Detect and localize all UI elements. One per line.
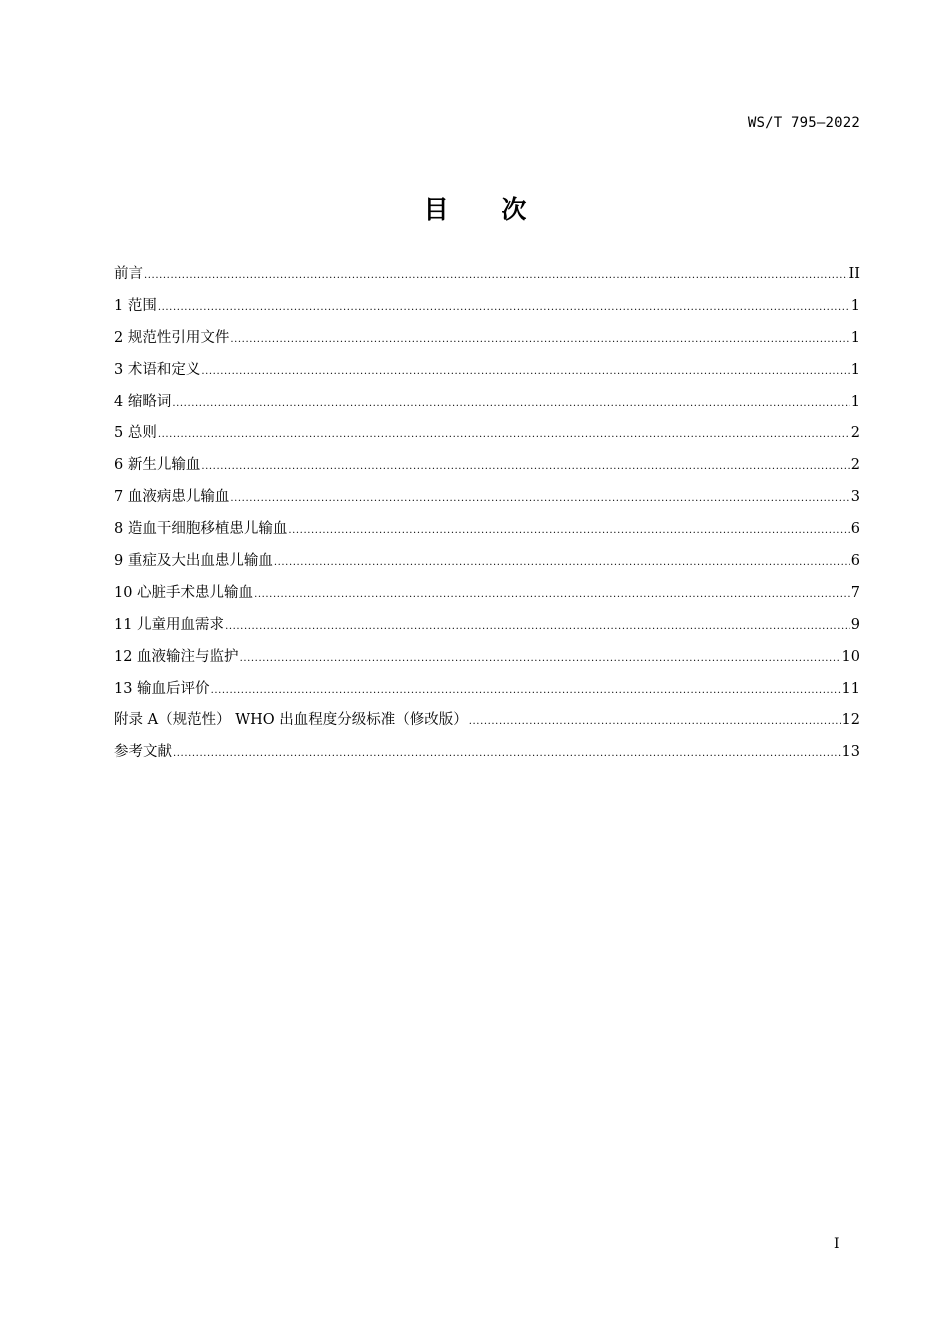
toc-item-label[interactable]: 13 输血后评价 (114, 680, 210, 697)
toc-item[interactable] (114, 388, 860, 420)
toc-item[interactable] (114, 483, 860, 515)
toc-item-page: 1 (850, 393, 860, 410)
toc-item-page: 11 (841, 680, 860, 697)
toc-item[interactable] (114, 451, 860, 483)
toc-item[interactable] (114, 324, 860, 356)
toc-item-label[interactable]: 5 总则 (114, 425, 157, 442)
toc-item-page: 1 (850, 297, 860, 314)
toc-item-label[interactable]: 9 重症及大出血患儿输血 (114, 553, 273, 570)
toc-dot-leader (158, 292, 850, 322)
toc-item[interactable] (114, 515, 860, 547)
toc-item-page: II (848, 266, 860, 282)
toc-item-label[interactable]: 8 造血干细胞移植患儿输血 (114, 521, 288, 538)
toc-item[interactable] (114, 579, 860, 611)
toc-item[interactable] (114, 292, 860, 324)
toc-item-label[interactable]: 6 新生儿输血 (114, 457, 201, 474)
toc-dot-leader (254, 579, 850, 609)
toc-item[interactable] (114, 356, 860, 388)
toc-item-label[interactable]: 7 血液病患儿输血 (114, 489, 230, 506)
toc-dot-leader (274, 547, 850, 577)
toc-item-label[interactable]: 附录 A（规范性） WHO 出血程度分级标准（修改版） (114, 712, 468, 729)
toc-item[interactable] (114, 643, 860, 675)
toc-item-page: 1 (850, 329, 860, 346)
toc-item[interactable] (114, 706, 860, 738)
toc-item[interactable] (114, 260, 860, 292)
toc-item[interactable] (114, 547, 860, 579)
toc-dot-leader (144, 260, 848, 290)
toc-item-label[interactable]: 11 儿童用血需求 (114, 616, 225, 633)
toc-item[interactable] (114, 738, 860, 770)
toc-title: 目 次 (423, 195, 549, 224)
toc-dot-leader (158, 419, 850, 449)
toc-item-label[interactable]: 3 术语和定义 (114, 361, 201, 378)
toc-item-label[interactable]: 前言 (114, 266, 143, 282)
toc-item[interactable] (114, 611, 860, 643)
toc-dot-leader (225, 611, 850, 641)
toc-item-page: 2 (850, 457, 860, 474)
toc-item-page: 2 (850, 425, 860, 442)
toc-item-label[interactable]: 1 范围 (114, 297, 157, 314)
toc-item[interactable] (114, 675, 860, 707)
toc-dot-leader (201, 451, 849, 481)
toc-item-page: 1 (850, 361, 860, 378)
toc-dot-leader (469, 706, 841, 736)
toc-item-page: 12 (841, 712, 860, 729)
toc-dot-leader (230, 483, 849, 513)
toc-item-page: 6 (850, 521, 860, 538)
toc-item-page: 13 (841, 744, 860, 761)
toc-dot-leader (288, 515, 849, 545)
toc-dot-leader (230, 324, 849, 354)
page-number: I (834, 1236, 840, 1252)
toc-dot-leader (211, 675, 841, 705)
toc-dot-leader (172, 388, 849, 418)
toc-item-page: 3 (850, 489, 860, 506)
toc-item-page: 6 (850, 553, 860, 570)
toc-item-label[interactable]: 12 血液输注与监护 (114, 648, 239, 665)
document-code: WS/T 795—2022 (747, 115, 860, 131)
toc-dot-leader (201, 356, 849, 386)
toc-item-label[interactable]: 参考文献 (114, 744, 172, 761)
toc-item-label[interactable]: 4 缩略词 (114, 393, 172, 410)
table-of-contents (114, 260, 860, 770)
toc-item[interactable] (114, 419, 860, 451)
toc-item-label[interactable]: 10 心脏手术患儿输血 (114, 584, 254, 601)
toc-item-page: 9 (850, 616, 860, 633)
toc-item-page: 10 (841, 648, 860, 665)
toc-item-label[interactable]: 2 规范性引用文件 (114, 329, 230, 346)
toc-dot-leader (173, 738, 841, 768)
toc-dot-leader (240, 643, 841, 673)
toc-item-page: 7 (850, 584, 860, 601)
